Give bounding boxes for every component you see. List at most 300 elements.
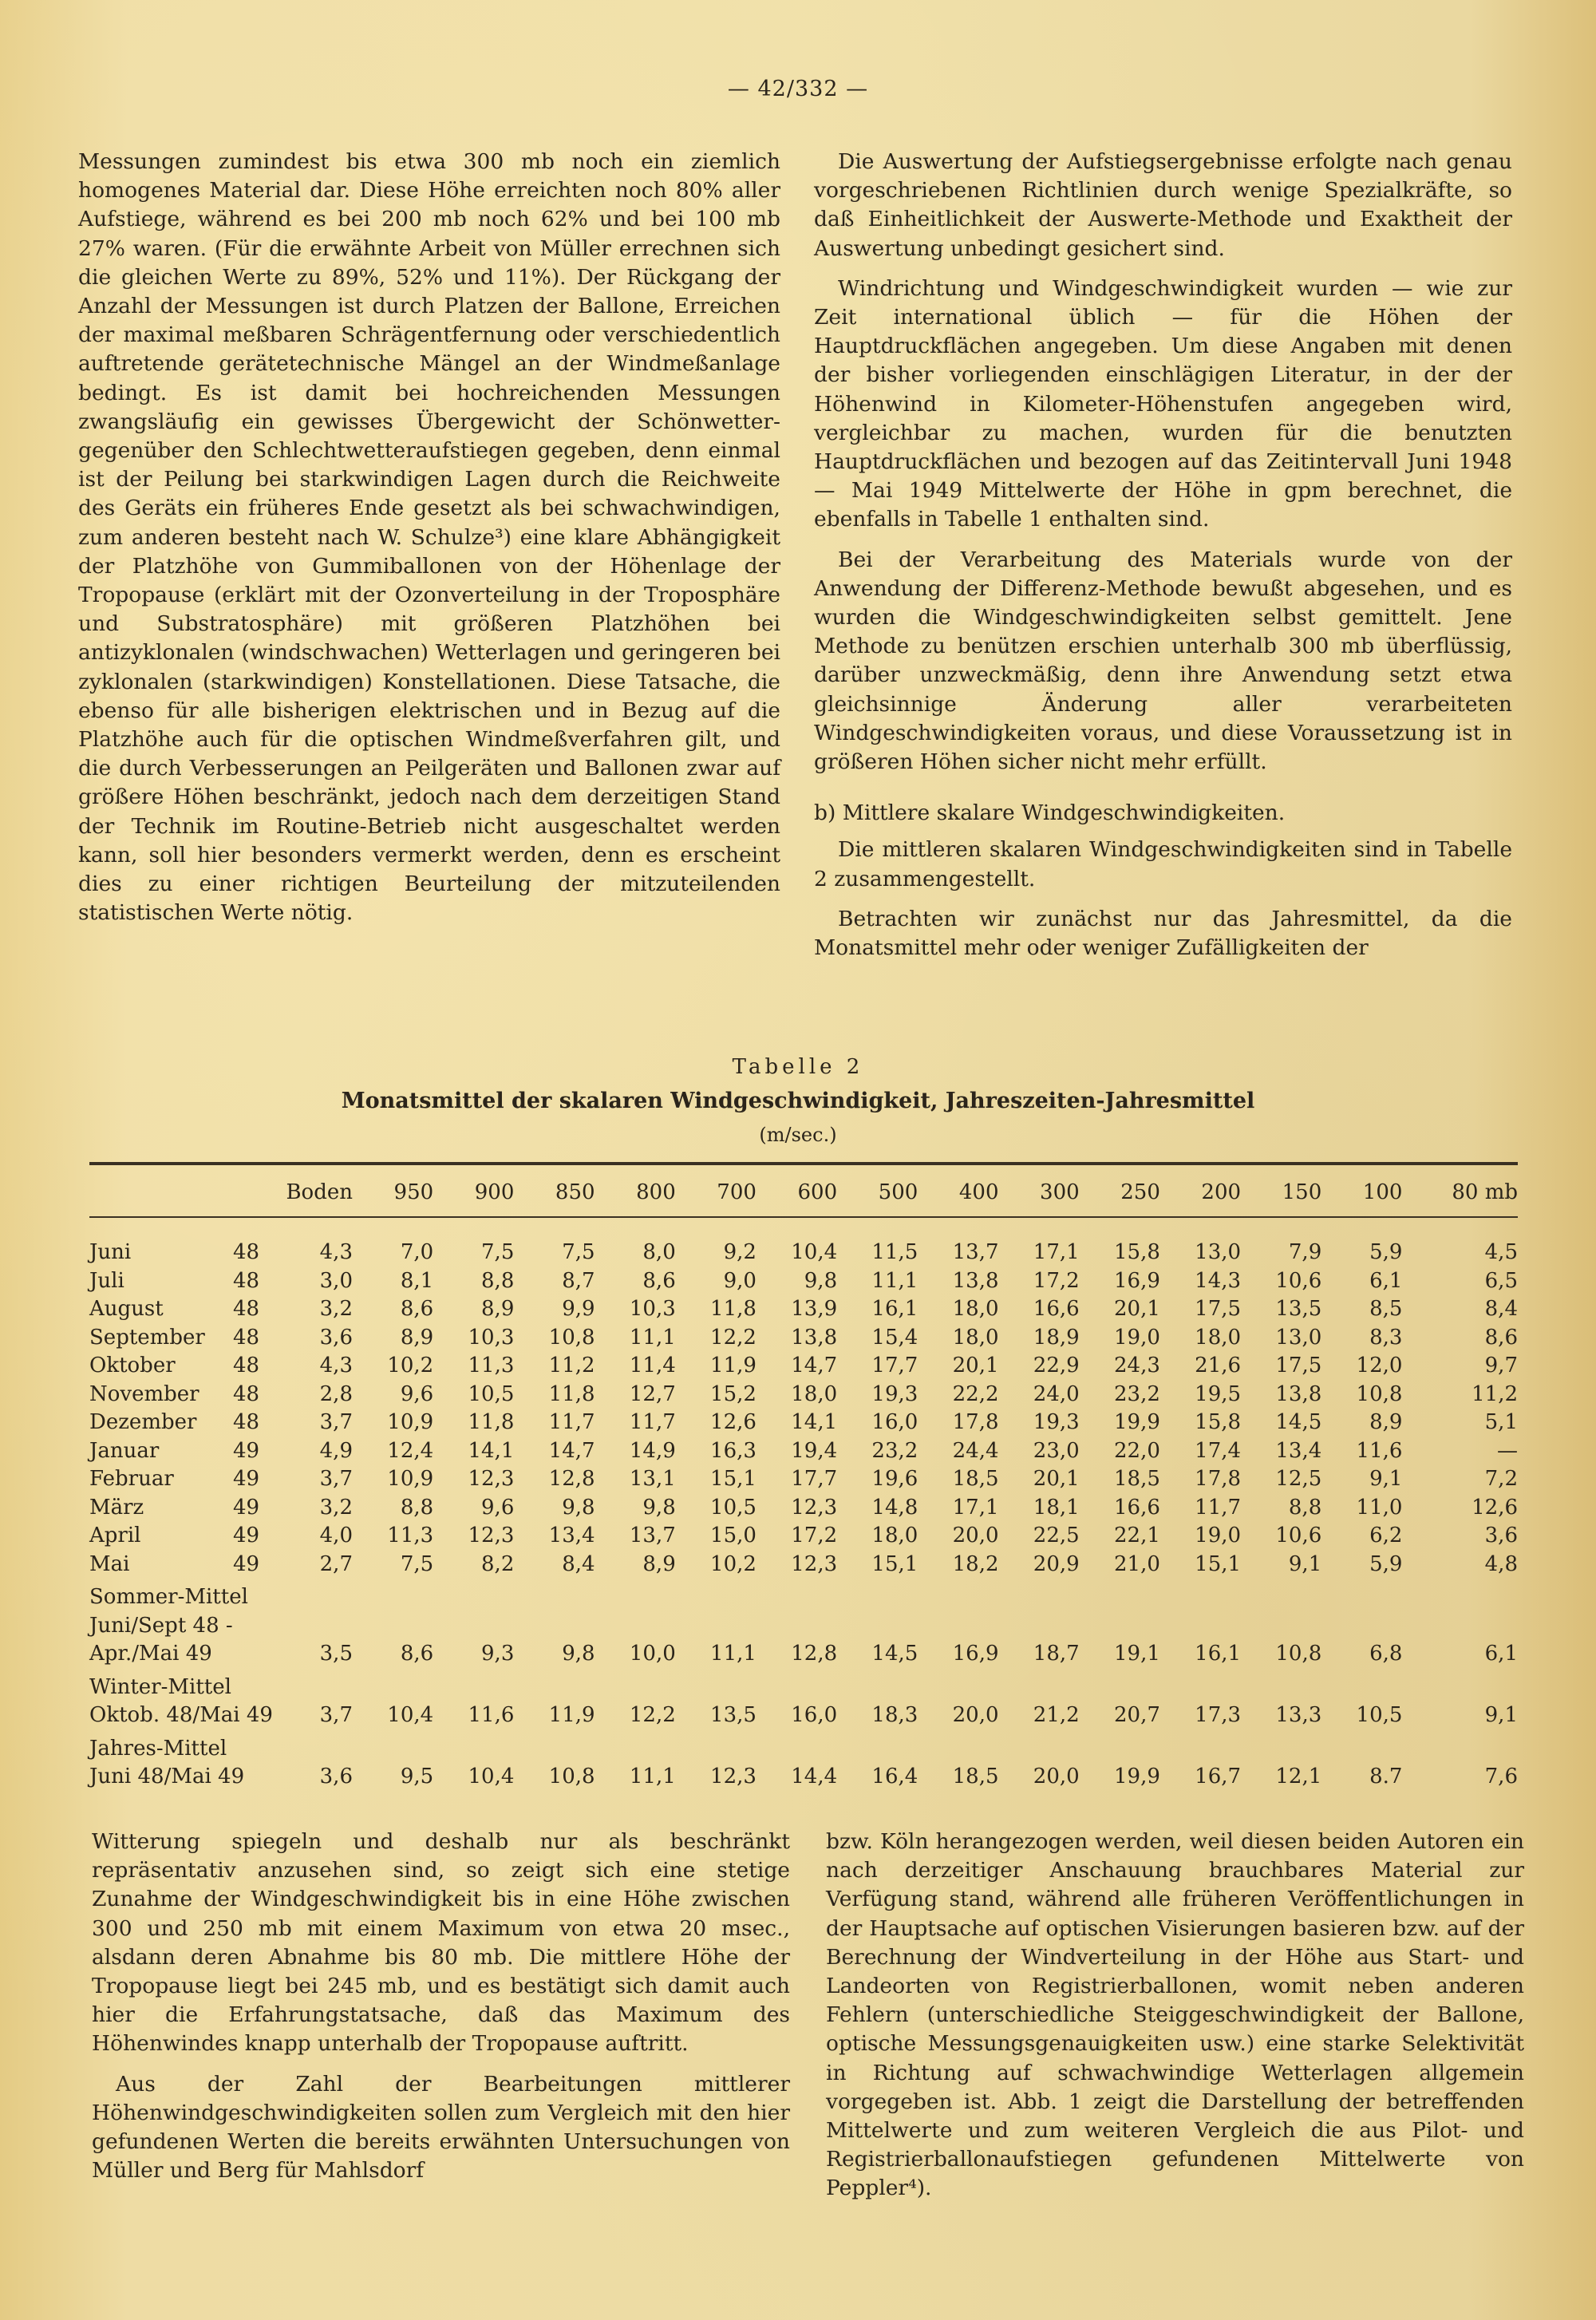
summary-value-cell: 20,7 bbox=[1113, 1703, 1160, 1727]
table-top-rule bbox=[89, 1162, 1518, 1165]
summary-label: Oktob. 48/Mai 49 bbox=[89, 1703, 273, 1727]
month-cell: November bbox=[89, 1381, 200, 1406]
value-cell: 12,3 bbox=[468, 1524, 515, 1547]
value-cell: 20,0 bbox=[952, 1524, 999, 1547]
year-cell: 48 bbox=[233, 1268, 260, 1293]
value-cell: 9,1 bbox=[1369, 1467, 1403, 1491]
value-cell: 17,7 bbox=[871, 1354, 918, 1377]
value-cell: 23,2 bbox=[871, 1438, 918, 1463]
year-cell: 49 bbox=[233, 1495, 260, 1520]
value-cell: 13,9 bbox=[791, 1297, 838, 1321]
year-cell: 49 bbox=[233, 1467, 260, 1491]
month-cell: Juli bbox=[89, 1268, 124, 1293]
summary-row bbox=[89, 1701, 1518, 1730]
value-cell: 11,7 bbox=[548, 1410, 595, 1434]
month-cell: August bbox=[89, 1297, 164, 1321]
value-cell: 4,3 bbox=[319, 1240, 353, 1264]
value-cell: 2,8 bbox=[319, 1381, 353, 1406]
summary-value-cell: 9,1 bbox=[1484, 1703, 1518, 1727]
value-cell: 22,1 bbox=[1113, 1524, 1160, 1547]
value-cell: 12,2 bbox=[710, 1325, 757, 1350]
summary-label: Sommer-Mittel bbox=[89, 1585, 248, 1609]
value-cell: 9,1 bbox=[1288, 1551, 1322, 1576]
summary-value-cell: 11,6 bbox=[468, 1703, 515, 1727]
value-cell: 17,5 bbox=[1195, 1297, 1242, 1321]
value-cell: 8,6 bbox=[400, 1297, 434, 1321]
value-cell: 12,3 bbox=[791, 1551, 838, 1576]
value-cell: 10,3 bbox=[629, 1297, 676, 1321]
month-cell: Dezember bbox=[89, 1410, 197, 1434]
value-cell: 19,9 bbox=[1113, 1410, 1160, 1434]
value-cell: 18,5 bbox=[1113, 1467, 1160, 1491]
summary-row bbox=[89, 1640, 1518, 1669]
value-cell: 4,9 bbox=[319, 1438, 353, 1463]
summary-value-cell: 10,8 bbox=[1275, 1642, 1322, 1666]
month-cell: Mai bbox=[89, 1551, 130, 1576]
value-cell: 11,8 bbox=[468, 1410, 515, 1434]
value-cell: 12,6 bbox=[1472, 1495, 1518, 1520]
value-cell: 9,9 bbox=[562, 1297, 595, 1321]
value-cell: 11,2 bbox=[1472, 1381, 1518, 1406]
value-cell: 8,5 bbox=[1369, 1297, 1403, 1321]
value-cell: 22,2 bbox=[952, 1381, 999, 1406]
paragraph: Die mittleren skalaren Windgeschwindigkeiten sind in Tabelle 2 zusammengestellt. bbox=[814, 837, 1512, 891]
value-cell: 8,8 bbox=[400, 1495, 434, 1520]
table-row bbox=[89, 1295, 1518, 1324]
value-cell: 13,0 bbox=[1275, 1325, 1322, 1350]
value-cell: 12,5 bbox=[1275, 1467, 1322, 1491]
value-cell: 16,0 bbox=[871, 1410, 918, 1434]
table-row bbox=[89, 1352, 1518, 1381]
value-cell: 11,7 bbox=[629, 1410, 676, 1434]
empty-cell bbox=[281, 1583, 1518, 1612]
empty-cell bbox=[281, 1674, 1518, 1702]
value-cell: 11,8 bbox=[710, 1297, 757, 1321]
value-cell: 14,8 bbox=[871, 1495, 918, 1520]
value-cell: 11,3 bbox=[387, 1524, 434, 1547]
value-cell: 17,1 bbox=[952, 1495, 999, 1520]
summary-value-cell: 10,4 bbox=[468, 1765, 515, 1788]
value-cell: 8,4 bbox=[1484, 1297, 1518, 1321]
month-cell: Oktober bbox=[89, 1354, 176, 1377]
right-column-bottom bbox=[826, 1828, 1524, 2215]
value-cell: 8,6 bbox=[642, 1268, 676, 1293]
value-cell: 11,8 bbox=[548, 1381, 595, 1406]
table-title: Monatsmittel der skalaren Windgeschwindigkeit, Jahreszeiten-Jahresmittel bbox=[341, 1089, 1255, 1113]
value-cell: 18,0 bbox=[1195, 1325, 1242, 1350]
value-cell: 8,1 bbox=[400, 1268, 434, 1293]
column-header: 400 bbox=[918, 1167, 998, 1217]
table-header-row bbox=[89, 1167, 1518, 1217]
value-cell: 7,5 bbox=[562, 1240, 595, 1264]
column-header: 600 bbox=[757, 1167, 837, 1217]
summary-value-cell: 21,2 bbox=[1033, 1703, 1080, 1727]
column-header: 900 bbox=[433, 1167, 514, 1217]
summary-value-cell: 16,0 bbox=[791, 1703, 838, 1727]
value-cell: 11,1 bbox=[871, 1268, 918, 1293]
value-cell: 24,0 bbox=[1033, 1381, 1080, 1406]
summary-value-cell: 12,1 bbox=[1275, 1765, 1322, 1788]
value-cell: 8,7 bbox=[562, 1268, 595, 1293]
value-cell: 3,0 bbox=[319, 1268, 353, 1293]
summary-value-cell: 10,4 bbox=[387, 1703, 434, 1727]
value-cell: 19,3 bbox=[871, 1381, 918, 1406]
summary-row bbox=[89, 1763, 1518, 1792]
value-cell: 11,3 bbox=[468, 1354, 515, 1377]
value-cell: 5,9 bbox=[1369, 1240, 1403, 1264]
value-cell: 15,8 bbox=[1113, 1240, 1160, 1264]
value-cell: 16,6 bbox=[1113, 1495, 1160, 1520]
value-cell: 7,2 bbox=[1484, 1467, 1518, 1491]
value-cell: 12,0 bbox=[1356, 1354, 1403, 1377]
value-cell: 10,9 bbox=[387, 1410, 434, 1434]
value-cell: 10,3 bbox=[468, 1325, 515, 1350]
column-header: 950 bbox=[353, 1167, 433, 1217]
value-cell: 17,2 bbox=[1033, 1268, 1080, 1293]
column-header: 80 mb bbox=[1402, 1167, 1518, 1217]
month-cell: Februar bbox=[89, 1467, 174, 1491]
value-cell: 9,7 bbox=[1484, 1354, 1518, 1377]
value-cell: 11,1 bbox=[629, 1325, 676, 1350]
paragraph: Aus der Zahl der Bearbeitungen mittlerer Höhenwindgeschwindigkeiten sollen zum Vergleich mit den hier gefundenen Werten die bereits erwähnten Untersuchungen von Müller und Berg für Mahlsdorf bbox=[92, 2071, 790, 2184]
summary-value-cell: 10,0 bbox=[629, 1642, 676, 1666]
value-cell: 18,1 bbox=[1033, 1495, 1080, 1520]
table-label: Tabelle 2 bbox=[732, 1055, 864, 1079]
column-header: 800 bbox=[595, 1167, 676, 1217]
value-cell: 10,4 bbox=[791, 1240, 838, 1264]
summary-label-row bbox=[89, 1583, 1518, 1612]
value-cell: 10,8 bbox=[1356, 1381, 1403, 1406]
summary-value-cell: 8,6 bbox=[400, 1642, 434, 1666]
value-cell: 10,8 bbox=[548, 1325, 595, 1350]
value-cell: 17,7 bbox=[791, 1467, 838, 1491]
header-label-spacer bbox=[89, 1167, 233, 1217]
summary-value-cell: 17,3 bbox=[1195, 1703, 1242, 1727]
value-cell: 14,1 bbox=[791, 1410, 838, 1434]
value-cell: 7,5 bbox=[400, 1551, 434, 1576]
summary-label: Apr./Mai 49 bbox=[89, 1642, 212, 1666]
column-header: 100 bbox=[1321, 1167, 1402, 1217]
value-cell: 19,5 bbox=[1195, 1381, 1242, 1406]
value-cell: 8,9 bbox=[642, 1551, 676, 1576]
summary-value-cell: 9,5 bbox=[400, 1765, 434, 1788]
summary-value-cell: 10,5 bbox=[1356, 1703, 1403, 1727]
summary-value-cell: 3,6 bbox=[319, 1765, 353, 1788]
summary-value-cell: 3,5 bbox=[319, 1642, 353, 1666]
summary-value-cell: 9,8 bbox=[562, 1642, 595, 1666]
value-cell: 12,3 bbox=[468, 1467, 515, 1491]
value-cell: 10,2 bbox=[387, 1354, 434, 1377]
value-cell: 19,6 bbox=[871, 1467, 918, 1491]
value-cell: 12,7 bbox=[629, 1381, 676, 1406]
value-cell: 9,2 bbox=[723, 1240, 757, 1264]
table-row bbox=[89, 1494, 1518, 1523]
value-cell: 3,7 bbox=[319, 1467, 353, 1491]
value-cell: 21,6 bbox=[1195, 1354, 1242, 1377]
value-cell: 2,7 bbox=[319, 1551, 353, 1576]
value-cell: 10,5 bbox=[710, 1495, 757, 1520]
value-cell: 15,4 bbox=[871, 1325, 918, 1350]
value-cell: 23,2 bbox=[1113, 1381, 1160, 1406]
value-cell: 10,6 bbox=[1275, 1268, 1322, 1293]
summary-value-cell: 13,3 bbox=[1275, 1703, 1322, 1727]
column-header: 300 bbox=[999, 1167, 1080, 1217]
summary-value-cell: 11,9 bbox=[548, 1703, 595, 1727]
paragraph: bzw. Köln herangezogen werden, weil diesen beiden Autoren ein nach derzeitiger Anschauung brauchbares Material zur Verfügung stand, während alle früheren Veröffentlichungen in der Hauptsache auf optischen Visierungen basieren bzw. auf der Berechnung der Windverteilung in der Höhe aus Start- und Landeorten von Registrierballonen, womit neben anderen Fehlern (unterschiedliche Steiggeschwindigkeit der Ballone, optische Messungsgenauigkeiten usw.) eine starke Selektivität in Richtung auf schwachwindige Wetterlagen allgemein vorgegeben ist. Abb. 1 zeigt die Darstellung der betreffenden Mittelwerte und zum weiteren Vergleich die aus Pilot- und Registrierballonaufstiegen gefundenen Mittelwerte von Peppler⁴). bbox=[826, 1829, 1524, 2201]
value-cell: 4,8 bbox=[1484, 1551, 1518, 1576]
summary-value-cell: 20,0 bbox=[952, 1703, 999, 1727]
value-cell: 6,1 bbox=[1369, 1268, 1403, 1293]
table-row bbox=[89, 1267, 1518, 1296]
value-cell: 13,4 bbox=[1275, 1438, 1322, 1463]
value-cell: 20,1 bbox=[1113, 1297, 1160, 1321]
value-cell: 9,8 bbox=[804, 1268, 838, 1293]
summary-label: Jahres-Mittel bbox=[89, 1736, 227, 1761]
empty-cell bbox=[281, 1735, 1518, 1764]
value-cell: 4,3 bbox=[319, 1354, 353, 1377]
value-cell: 16,9 bbox=[1113, 1268, 1160, 1293]
value-cell: 14,1 bbox=[468, 1438, 515, 1463]
summary-value-cell: 11,1 bbox=[710, 1642, 757, 1666]
value-cell: 18,9 bbox=[1033, 1325, 1080, 1350]
value-cell: 8,9 bbox=[400, 1325, 434, 1350]
value-cell: 5,9 bbox=[1369, 1551, 1403, 1576]
table-row bbox=[89, 1551, 1518, 1579]
value-cell: 23,0 bbox=[1033, 1438, 1080, 1463]
year-cell: 48 bbox=[233, 1354, 260, 1377]
summary-label-row bbox=[89, 1735, 1518, 1764]
value-cell: 15,8 bbox=[1195, 1410, 1242, 1434]
value-cell: 22,9 bbox=[1033, 1354, 1080, 1377]
value-cell: 9,6 bbox=[481, 1495, 515, 1520]
paragraph: Witterung spiegeln und deshalb nur als beschränkt repräsentativ anzusehen sind, so zeigt sich eine stetige Zunahme der Windgeschwindigkeit bis in eine Höhe zwischen 300 und 250 mb mit einem Maximum von etwa 20 msec., alsdann deren Abnahme bis 80 mb. Die mittlere Höhe der Tropopause liegt bei 245 mb, und es bestätigt sich damit auch hier die Erfahrungstatsache, daß das Maximum des Höhenwindes knapp unterhalb der Tropopause auftritt. bbox=[92, 1829, 790, 2057]
month-cell: Januar bbox=[89, 1438, 160, 1463]
summary-label-row bbox=[89, 1612, 1518, 1641]
month-cell: März bbox=[89, 1495, 144, 1520]
value-cell: 20,9 bbox=[1033, 1551, 1080, 1576]
value-cell: 8,8 bbox=[1288, 1495, 1322, 1520]
table-row bbox=[89, 1381, 1518, 1409]
summary-value-cell: 12,2 bbox=[629, 1703, 676, 1727]
table-row bbox=[89, 1324, 1518, 1353]
value-cell: 8,2 bbox=[481, 1551, 515, 1576]
year-cell: 48 bbox=[233, 1410, 260, 1434]
value-cell: 18,0 bbox=[791, 1381, 838, 1406]
value-cell: 17,8 bbox=[1195, 1467, 1242, 1491]
value-cell: 24,3 bbox=[1113, 1354, 1160, 1377]
value-cell: 15,0 bbox=[710, 1524, 757, 1547]
summary-value-cell: 13,5 bbox=[710, 1703, 757, 1727]
value-cell: 9,6 bbox=[400, 1381, 434, 1406]
month-cell: Juni bbox=[89, 1240, 132, 1264]
value-cell: 11,0 bbox=[1356, 1495, 1403, 1520]
value-cell: 3,6 bbox=[319, 1325, 353, 1350]
value-cell: 9,8 bbox=[642, 1495, 676, 1520]
value-cell: 3,7 bbox=[319, 1410, 353, 1434]
value-cell: 15,2 bbox=[710, 1381, 757, 1406]
value-cell: 17,2 bbox=[791, 1524, 838, 1547]
value-cell: 14,9 bbox=[629, 1438, 676, 1463]
value-cell: 22,0 bbox=[1113, 1438, 1160, 1463]
value-cell: 13,8 bbox=[791, 1325, 838, 1350]
year-cell: 48 bbox=[233, 1240, 260, 1264]
month-cell: April bbox=[89, 1524, 141, 1547]
summary-value-cell: 18,5 bbox=[952, 1765, 999, 1788]
value-cell: 14,7 bbox=[548, 1438, 595, 1463]
column-header: 250 bbox=[1080, 1167, 1160, 1217]
year-cell: 49 bbox=[233, 1524, 260, 1547]
table-row bbox=[89, 1409, 1518, 1437]
value-cell: 10,2 bbox=[710, 1551, 757, 1576]
value-cell: 7,0 bbox=[400, 1240, 434, 1264]
column-header: 150 bbox=[1241, 1167, 1321, 1217]
year-cell: 49 bbox=[233, 1551, 260, 1576]
month-cell: September bbox=[89, 1325, 205, 1350]
paragraph: Betrachten wir zunächst nur das Jahresmittel, da die Monatsmittel mehr oder weniger Zufälligkeiten der bbox=[814, 906, 1512, 961]
value-cell: 8,8 bbox=[481, 1268, 515, 1293]
wind-speed-table bbox=[89, 1167, 1518, 1792]
summary-value-cell: 19,1 bbox=[1113, 1642, 1160, 1666]
summary-label: Winter-Mittel bbox=[89, 1674, 231, 1699]
value-cell: — bbox=[1497, 1438, 1518, 1463]
value-cell: 8,0 bbox=[642, 1240, 676, 1264]
paragraph: Die Auswertung der Aufstiegsergebnisse erfolgte nach genau vorgeschriebenen Richtlinien durch wenige Spezialkräfte, so daß Einheitlichkeit der Auswerte-Methode und Exaktheit der Auswertung unbedingt gesichert sind. bbox=[814, 149, 1512, 261]
value-cell: 13,1 bbox=[629, 1467, 676, 1491]
year-cell: 48 bbox=[233, 1381, 260, 1406]
summary-label-row bbox=[89, 1674, 1518, 1702]
value-cell: 19,3 bbox=[1033, 1410, 1080, 1434]
page-number: — 42/332 — bbox=[727, 77, 869, 101]
value-cell: 5,1 bbox=[1484, 1410, 1518, 1434]
summary-value-cell: 6,8 bbox=[1369, 1642, 1403, 1666]
value-cell: 11,4 bbox=[629, 1354, 676, 1377]
summary-value-cell: 16,4 bbox=[871, 1765, 918, 1788]
value-cell: 12,8 bbox=[548, 1467, 595, 1491]
value-cell: 11,5 bbox=[871, 1240, 918, 1264]
value-cell: 3,6 bbox=[1484, 1524, 1518, 1547]
summary-value-cell: 14,5 bbox=[871, 1642, 918, 1666]
value-cell: 8,9 bbox=[1369, 1410, 1403, 1434]
value-cell: 11,2 bbox=[548, 1354, 595, 1377]
table-row bbox=[89, 1437, 1518, 1466]
summary-value-cell: 8.7 bbox=[1369, 1765, 1403, 1788]
summary-value-cell: 12,8 bbox=[791, 1642, 838, 1666]
value-cell: 10,5 bbox=[468, 1381, 515, 1406]
value-cell: 18,2 bbox=[952, 1551, 999, 1576]
value-cell: 19,0 bbox=[1195, 1524, 1242, 1547]
summary-label: Juni/Sept 48 - bbox=[89, 1613, 233, 1638]
value-cell: 9,8 bbox=[562, 1495, 595, 1520]
value-cell: 9,0 bbox=[723, 1268, 757, 1293]
value-cell: 22,5 bbox=[1033, 1524, 1080, 1547]
value-cell: 11,7 bbox=[1195, 1495, 1242, 1520]
value-cell: 13,0 bbox=[1195, 1240, 1242, 1264]
value-cell: 3,2 bbox=[319, 1297, 353, 1321]
value-cell: 13,8 bbox=[1275, 1381, 1322, 1406]
header-year-spacer bbox=[233, 1167, 281, 1217]
value-cell: 13,8 bbox=[952, 1268, 999, 1293]
value-cell: 16,1 bbox=[871, 1297, 918, 1321]
value-cell: 4,0 bbox=[319, 1524, 353, 1547]
section-heading: b) Mittlere skalare Windgeschwindigkeiten. bbox=[814, 800, 1286, 826]
value-cell: 13,7 bbox=[629, 1524, 676, 1547]
value-cell: 15,1 bbox=[710, 1467, 757, 1491]
value-cell: 10,6 bbox=[1275, 1524, 1322, 1547]
table-row bbox=[89, 1522, 1518, 1551]
year-cell: 49 bbox=[233, 1438, 260, 1463]
value-cell: 14,5 bbox=[1275, 1410, 1322, 1434]
value-cell: 19,4 bbox=[791, 1438, 838, 1463]
value-cell: 16,6 bbox=[1033, 1297, 1080, 1321]
left-column-top bbox=[78, 148, 780, 939]
summary-label: Juni 48/Mai 49 bbox=[89, 1765, 245, 1788]
summary-value-cell: 14,4 bbox=[791, 1765, 838, 1788]
year-cell: 48 bbox=[233, 1297, 260, 1321]
paragraph: Messungen zumindest bis etwa 300 mb noch ein ziemlich homogenes Material dar. Diese Höhe erreichten noch 80% aller Aufstiege, während es bei 200 mb noch 62% und bei 100 mb 27% waren. (Für die erwähnte Arbeit von Müller errechnen sich die gleichen Werte zu 89%, 52% und 11%). Der Rückgang der Anzahl der Messungen ist durch Platzen der Ballone, Erreichen der maximal meßbaren Schrägentfernung oder verschiedentlich auftretende gerätetechnische Mängel an der Windmeßanlage bedingt. Es ist damit bei hochreichenden Messungen zwangsläufig ein gewisses Übergewicht der Schönwetter- gegenüber den Schlechtwetteraufstiegen gegeben, denn einmal ist der Peilung bei starkwindigen Lagen durch die Reichweite des Geräts ein früheres Ende gesetzt als bei schwachwindigen, zum anderen besteht nach W. Schulze³) eine klare Abhängigkeit der Platzhöhe von Gummiballonen von der Höhenlage der Tropopause (erklärt mit der Ozonverteilung in der Troposphäre und Substratosphäre) mit größeren Platzhöhen bei antizyklonalen (windschwachen) Wetterlagen und geringeren bei zyklonalen (starkwindigen) Konstellationen. Diese Tatsache, die ebenso für alle bisherigen elektrischen und in Bezug auf die Platzhöhe auch für die optischen Windmeßverfahren gilt, und die durch Verbesserungen an Peilgeräten und Ballonen zwar auf größere Höhen beschränkt, jedoch nach dem derzeitigen Stand der Technik im Routine-Betrieb nicht ausgeschaltet werden kann, soll hier besonders vermerkt werden, denn es erscheint dies zu einer richtigen Beurteilung der mitzuteilenden statistischen Werte nötig. bbox=[78, 149, 780, 926]
summary-value-cell: 10,8 bbox=[548, 1765, 595, 1788]
value-cell: 18,5 bbox=[952, 1467, 999, 1491]
value-cell: 17,1 bbox=[1033, 1240, 1080, 1264]
value-cell: 24,4 bbox=[952, 1438, 999, 1463]
value-cell: 12,6 bbox=[710, 1410, 757, 1434]
empty-cell bbox=[281, 1612, 1518, 1641]
summary-value-cell: 11,1 bbox=[629, 1765, 676, 1788]
column-header: 500 bbox=[837, 1167, 918, 1217]
left-column-bottom bbox=[92, 1828, 790, 2196]
paragraph: Bei der Verarbeitung des Materials wurde von der Anwendung der Differenz-Methode bewußt abgesehen, und es wurden die Windgeschwindigkeiten selbst gemittelt. Jene Methode zu benützen erschien unterhalb 300 mb überflüssig, darüber unzweckmäßig, denn ihre Anwendung setzt etwa gleichsinnige Änderung aller verarbeiteten Windgeschwindigkeiten voraus, und diese Voraussetzung ist in größeren Höhen sicher nicht mehr erfüllt. bbox=[814, 547, 1512, 775]
value-cell: 7,5 bbox=[481, 1240, 515, 1264]
value-cell: 8,6 bbox=[1484, 1325, 1518, 1350]
value-cell: 16,3 bbox=[710, 1438, 757, 1463]
paragraph: Windrichtung und Windgeschwindigkeit wurden — wie zur Zeit international üblich — für die Höhen der Hauptdruckflächen angegeben. Um diese Angaben mit denen der bisher vorliegenden einschlägigen Literatur, in der der Höhenwind in Kilometer-Höhenstufen angegeben wird, vergleichbar zu machen, wurden für die benutzten Hauptdruckflächen und bezogen auf das Zeitintervall Juni 1948 — Mai 1949 Mittelwerte der Höhe in gpm berechnet, die ebenfalls in Tabelle 1 enthalten sind. bbox=[814, 275, 1512, 532]
column-header: 700 bbox=[676, 1167, 757, 1217]
summary-value-cell: 20,0 bbox=[1033, 1765, 1080, 1788]
value-cell: 13,7 bbox=[952, 1240, 999, 1264]
value-cell: 11,6 bbox=[1356, 1438, 1403, 1463]
value-cell: 8,4 bbox=[562, 1551, 595, 1576]
value-cell: 15,1 bbox=[1195, 1551, 1242, 1576]
summary-value-cell: 18,7 bbox=[1033, 1642, 1080, 1666]
value-cell: 18,0 bbox=[952, 1325, 999, 1350]
value-cell: 17,8 bbox=[952, 1410, 999, 1434]
table-row bbox=[89, 1465, 1518, 1494]
summary-value-cell: 16,7 bbox=[1195, 1765, 1242, 1788]
value-cell: 20,1 bbox=[952, 1354, 999, 1377]
table-row bbox=[89, 1217, 1518, 1267]
summary-value-cell: 9,3 bbox=[481, 1642, 515, 1666]
value-cell: 13,4 bbox=[548, 1524, 595, 1547]
value-cell: 13,5 bbox=[1275, 1297, 1322, 1321]
value-cell: 11,9 bbox=[710, 1354, 757, 1377]
value-cell: 6,5 bbox=[1484, 1268, 1518, 1293]
summary-value-cell: 16,9 bbox=[952, 1642, 999, 1666]
value-cell: 19,0 bbox=[1113, 1325, 1160, 1350]
summary-value-cell: 7,6 bbox=[1484, 1765, 1518, 1788]
value-cell: 7,9 bbox=[1288, 1240, 1322, 1264]
value-cell: 8,3 bbox=[1369, 1325, 1403, 1350]
value-cell: 17,5 bbox=[1275, 1354, 1322, 1377]
summary-value-cell: 3,7 bbox=[319, 1703, 353, 1727]
summary-value-cell: 19,9 bbox=[1113, 1765, 1160, 1788]
value-cell: 8,9 bbox=[481, 1297, 515, 1321]
summary-value-cell: 16,1 bbox=[1195, 1642, 1242, 1666]
table-unit: (m/sec.) bbox=[759, 1124, 837, 1146]
value-cell: 14,7 bbox=[791, 1354, 838, 1377]
value-cell: 12,4 bbox=[387, 1438, 434, 1463]
value-cell: 20,1 bbox=[1033, 1467, 1080, 1491]
summary-value-cell: 6,1 bbox=[1484, 1642, 1518, 1666]
column-header: 200 bbox=[1160, 1167, 1241, 1217]
